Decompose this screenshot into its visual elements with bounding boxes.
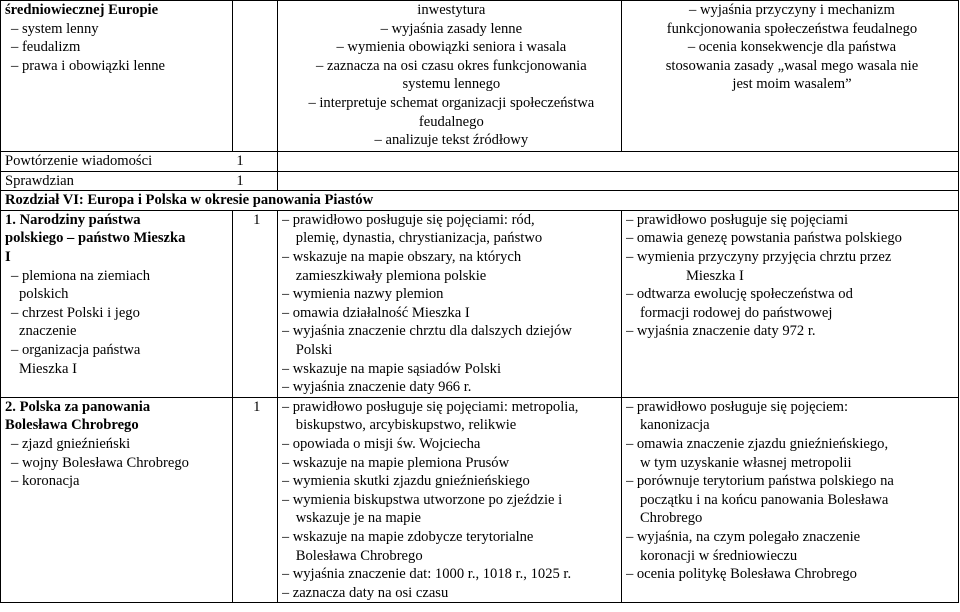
requirement-line: – wyjaśnia znaczenie daty 966 r. (281, 379, 472, 396)
topic-title: I (5, 248, 11, 265)
requirement-line: – omawia działalność Mieszka I (281, 304, 470, 321)
requirement-line: stosowania zasady „wasal mego wasala nie (665, 57, 919, 74)
requirement-line: – porównuje terytorium państwa polskiego na (625, 473, 894, 490)
requirement-line: – analizuje tekst źródłowy (374, 132, 529, 149)
requirement-line: – odtwarza ewolucję społeczeństwa od (625, 286, 853, 303)
requirement-line: początku i na końcu panowania Bolesława (639, 491, 889, 508)
requirement-line: – wyjaśnia, na czym polegało znaczenie (625, 528, 861, 545)
requirement-line: biskupstwo, arcybiskupstwo, relikwie (295, 417, 517, 434)
topic-line: – chrzest Polski i jego (11, 304, 140, 321)
requirement-line: formacji rodowej do państwowej (639, 304, 833, 321)
topic-title: polskiego – państwo Mieszka (5, 230, 186, 247)
requirement-line: – wyjaśnia zasady lenne (380, 20, 523, 37)
requirement-line: – prawidłowo posługuje się pojęciem: (625, 398, 849, 415)
requirement-line: – ocenia konsekwencje dla państwa (687, 39, 897, 56)
review-label: Powtórzenie wiadomości (1, 152, 233, 172)
requirement-line: – omawia genezę powstania państwa polskiego (625, 230, 902, 247)
topic-line: znaczenie (19, 323, 77, 340)
topic-line: – prawa i obowiązki lenne (11, 57, 165, 74)
requirement-line: – wskazuje na mapie plemiona Prusów (281, 454, 510, 471)
extended-requirements-cell (621, 397, 958, 603)
hours-cell (232, 1, 277, 152)
topic-line: Mieszka I (19, 360, 77, 377)
requirement-line: – prawidłowo posługuje się pojęciami: ród, (281, 211, 535, 228)
topic-line: – plemiona na ziemiach (11, 267, 150, 284)
basic-requirements-cell (277, 210, 621, 397)
requirement-line: Chrobrego (639, 510, 703, 527)
requirement-line: – wymienia skutki zjazdu gnieźnieńskiego (281, 473, 530, 490)
requirement-line: plemię, dynastia, chrystianizacja, państwo (295, 230, 543, 247)
extended-requirements-cell (621, 210, 958, 397)
requirement-line: – wskazuje na mapie zdobycze terytorialne (281, 528, 534, 545)
requirement-line: – zaznacza na osi czasu okres funkcjonowania (316, 57, 587, 74)
table-row-lesson-2 (1, 397, 959, 603)
requirement-line: systemu lennego (402, 76, 501, 93)
topic-line: – organizacja państwa (11, 341, 141, 358)
requirement-line: inwestytura (417, 2, 486, 18)
hours-cell: 1 (232, 397, 277, 603)
table-row-feudalism (1, 1, 959, 152)
requirement-line: – wyjaśnia przyczyny i mechanizm (689, 2, 895, 18)
requirement-line: – prawidłowo posługuje się pojęciami (625, 211, 849, 228)
requirement-line: – wskazuje na mapie sąsiadów Polski (281, 360, 502, 377)
table-row-review (1, 152, 959, 172)
requirement-line: funkcjonowania społeczeństwa feudalnego (666, 20, 918, 37)
test-hours: 1 (232, 171, 277, 191)
topic-line: – koronacja (11, 473, 80, 490)
requirement-line: jest moim wasalem” (732, 76, 852, 93)
requirement-line: Bolesława Chrobrego (295, 547, 423, 564)
test-label: Sprawdzian (1, 171, 233, 191)
hours-cell: 1 (232, 210, 277, 397)
topic-line: średniowiecznej Europie (5, 2, 159, 18)
requirement-line: – wymienia nazwy plemion (281, 286, 444, 303)
section-header-row (1, 191, 959, 211)
topic-title: 1. Narodziny państwa (5, 211, 141, 228)
topic-line: polskich (19, 286, 69, 303)
review-hours: 1 (232, 152, 277, 172)
requirement-line: koronacji w średniowieczu (639, 547, 798, 564)
requirement-line: – opowiada o misji św. Wojciecha (281, 435, 481, 452)
requirement-line: wskazuje je na mapie (295, 510, 421, 527)
topic-cell (1, 210, 233, 397)
review-empty (277, 152, 958, 172)
requirement-line: – interpretuje schemat organizacji społeczeństwa (308, 94, 595, 111)
table-row-lesson-1 (1, 210, 959, 397)
basic-requirements-cell (277, 1, 621, 152)
requirement-line: – wskazuje na mapie obszary, na których (281, 248, 522, 265)
section-header: Rozdział VI: Europa i Polska w okresie panowania Piastów (1, 191, 959, 211)
requirement-line: kanonizacja (639, 417, 710, 434)
test-empty (277, 171, 958, 191)
topic-cell (1, 1, 233, 152)
requirement-line: Mieszka I (685, 267, 744, 284)
requirement-line: – wyjaśnia znaczenie chrztu dla dalszych dziejów (281, 323, 572, 340)
requirement-line: – wymienia biskupstwa utworzone po zjeździe i (281, 491, 563, 508)
basic-requirements-cell (277, 397, 621, 603)
topic-line: – zjazd gnieźnieński (11, 435, 131, 452)
topic-line: – feudalizm (11, 39, 81, 56)
requirement-line: – wymienia obowiązki seniora i wasala (336, 39, 567, 56)
requirement-line: – omawia znaczenie zjazdu gnieźnieńskiego, (625, 435, 889, 452)
requirement-line: Polski (295, 341, 333, 358)
requirement-line: w tym uzyskanie własnej metropolii (639, 454, 852, 471)
requirement-line: – wymienia przyczyny przyjęcia chrztu przez (625, 248, 892, 265)
topic-line: – system lenny (11, 20, 99, 37)
table-row-test (1, 171, 959, 191)
topic-cell (1, 397, 233, 603)
topic-line: – wojny Bolesława Chrobrego (11, 454, 189, 471)
requirement-line: – wyjaśnia znaczenie dat: 1000 r., 1018 r., 1025 r. (281, 566, 572, 583)
requirement-line: zamieszkiwały plemiona polskie (295, 267, 487, 284)
topic-title: Bolesława Chrobrego (5, 417, 139, 434)
requirement-line: – prawidłowo posługuje się pojęciami: metropolia, (281, 398, 579, 415)
extended-requirements-cell (621, 1, 958, 152)
requirement-line: – wyjaśnia znaczenie daty 972 r. (625, 323, 816, 340)
topic-title: 2. Polska za panowania (5, 398, 151, 415)
requirement-line: – ocenia politykę Bolesława Chrobrego (625, 566, 857, 583)
requirement-line: – zaznacza daty na osi czasu (281, 584, 449, 601)
requirement-line: feudalnego (418, 113, 484, 130)
